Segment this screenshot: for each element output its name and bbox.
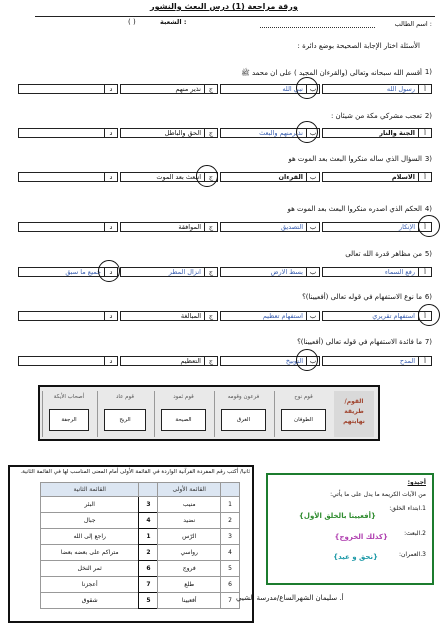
answer-circle	[98, 260, 120, 282]
teacher-signature: أ. سليمان الشهرالساع/مدرسة الشيي	[236, 594, 344, 602]
answer-circle	[296, 77, 318, 99]
question-text: ما فائدة الاستفهام في قوله تعالى (أفعيينا)؟	[297, 338, 422, 346]
class-label: الشعبة :	[160, 18, 187, 26]
match-number[interactable]: 5	[139, 593, 158, 609]
option-c[interactable]: ج الحق والباطل	[120, 128, 218, 138]
option-c[interactable]: ج الموافقة	[120, 222, 218, 232]
evidence-answer[interactable]: {نحق و عيد}	[333, 553, 378, 561]
question-text: أقسم الله سبحانه وتعالى (والقرءان المجيد ) على ان محمد ﷺ	[241, 69, 422, 77]
answer-circle	[418, 304, 440, 326]
option-b[interactable]: ب القرءان	[220, 172, 320, 182]
match-number[interactable]: 1	[139, 529, 158, 545]
table-row: 7 أفعيينا 5 شقوق	[41, 593, 240, 609]
answer-circle	[296, 121, 318, 143]
question-text: السؤال الذي ساله منكروا البعث بعد الموت هو	[288, 155, 422, 163]
option-b[interactable]: ب نبي الله	[220, 84, 320, 94]
question-number: 5)	[424, 250, 432, 258]
option-b[interactable]: ب بسط الارض	[220, 267, 320, 277]
option-c[interactable]: ج التعظيم	[120, 356, 218, 366]
student-name-field[interactable]	[260, 27, 375, 28]
match-number[interactable]: 2	[139, 545, 158, 561]
instructions: الأسئلة اختار الإجابة الصحيحة بوضع دائرة :	[297, 42, 420, 50]
question-number: 2)	[424, 112, 432, 120]
evidence-label: 1.ابتداء الخلق:	[389, 505, 426, 512]
matching-head-first: القائمة الأولى	[158, 483, 221, 497]
option-d[interactable]: د	[18, 311, 118, 321]
answer-circle	[296, 349, 318, 371]
peoples-table	[38, 385, 380, 441]
page-title: ورقة مراجعة (1) درس البعث والنشور	[150, 2, 298, 11]
option-d[interactable]: د	[18, 222, 118, 232]
matching-question: ثانيا/ أكتب رقم المفردة القرآنية الواردة في القائمة الأولى أمام المعنى المناسب لها في القائمة الثانية.	[20, 469, 250, 475]
option-a[interactable]: أ الجنة والنار	[322, 128, 432, 138]
table-row: 4 رواسي 2 متراكم على بعضه بعضا	[41, 545, 240, 561]
table-row: 5 فروج 6 ثمر النخل	[41, 561, 240, 577]
answer-box[interactable]: الريح	[104, 409, 146, 431]
question-text: من مظاهر قدرة الله تعالى	[345, 250, 422, 258]
evidence-title: أجيدو:	[407, 479, 426, 486]
student-name-label: اسم الطالب :	[394, 20, 432, 28]
question-text: الحكم الذي اصدره منكروا البعث بعد الموت هو	[287, 205, 422, 213]
option-c[interactable]: ج انبعث بعد الموت	[120, 172, 218, 182]
matching-head-second: القائمة الثانية	[41, 483, 139, 497]
peoples-column: فرعون وقومه الغرق	[214, 391, 272, 437]
peoples-column: أصحاب الأيكة الرجفة	[42, 391, 95, 437]
header-divider	[35, 16, 435, 17]
answer-box[interactable]: الغرق	[221, 409, 266, 431]
evidence-label: 2.البعث:	[404, 530, 426, 537]
match-number[interactable]: 7	[139, 577, 158, 593]
evidence-label: 3.العمران:	[399, 551, 426, 558]
peoples-column: قوم نوح الطوفان	[274, 391, 332, 437]
option-d[interactable]: د	[18, 84, 118, 94]
table-row: 3 الرّس 1 راجع إلى الله	[41, 529, 240, 545]
option-a[interactable]: أ المدح	[322, 356, 432, 366]
peoples-column: قوم ثمود الصيحة	[154, 391, 212, 437]
option-c[interactable]: ج المبالغة	[120, 311, 218, 321]
question-number: 1)	[424, 68, 432, 76]
option-b[interactable]: ب نذيرمنهم والبعث	[220, 128, 320, 138]
option-b[interactable]: ب استفهام تعظيم	[220, 311, 320, 321]
evidence-box	[266, 473, 434, 585]
option-a[interactable]: أ رسول الله	[322, 84, 432, 94]
question-number: 6)	[424, 293, 432, 301]
option-c[interactable]: ج انزال المطر	[120, 267, 218, 277]
match-number[interactable]: 3	[139, 497, 158, 513]
option-b[interactable]: ب التصديق	[220, 222, 320, 232]
option-a[interactable]: أ الاسلام	[322, 172, 432, 182]
peoples-column: قوم عاد الريح	[97, 391, 152, 437]
question-text: ما نوع الاستفهام في قوله تعالى (أفعيينا)؟	[302, 293, 422, 301]
option-d[interactable]: د	[18, 172, 118, 182]
table-row: 1 منيب 3 البئر	[41, 497, 240, 513]
option-a[interactable]: أ الإنكار	[322, 222, 432, 232]
option-d[interactable]: د جميع ما سبق	[18, 267, 118, 277]
peoples-table-first: القوم/ طريقة نهايتهم	[334, 391, 374, 437]
option-a[interactable]: أ رفع السماء	[322, 267, 432, 277]
table-row: 2 نضيد 4 جبال	[41, 513, 240, 529]
answer-circle	[196, 165, 218, 187]
question-number: 4)	[424, 205, 432, 213]
evidence-answer[interactable]: {أفعيينا بالخلق الأول}	[298, 512, 376, 520]
option-a[interactable]: أ استفهام تقريري	[322, 311, 432, 321]
evidence-answer[interactable]: {كذلك الخروج}	[334, 533, 388, 541]
option-c[interactable]: ج نذير منهم	[120, 84, 218, 94]
evidence-intro: من الآيات الكريمة ما يدل على ما يأتي:	[330, 491, 426, 498]
question-number: 3)	[424, 155, 432, 163]
answer-box[interactable]: الطوفان	[281, 409, 326, 431]
answer-box[interactable]: الصيحة	[161, 409, 206, 431]
question-number: 7)	[424, 338, 432, 346]
match-number[interactable]: 6	[139, 561, 158, 577]
option-d[interactable]: د	[18, 356, 118, 366]
option-b[interactable]: ب التوبيخ	[220, 356, 320, 366]
answer-box[interactable]: الرجفة	[49, 409, 89, 431]
match-number[interactable]: 4	[139, 513, 158, 529]
question-text: تعجب مشركي مكة من شيئان :	[330, 112, 422, 120]
answer-circle	[418, 215, 440, 237]
matching-table	[40, 482, 240, 609]
class-field[interactable]: ( )	[128, 18, 136, 26]
option-d[interactable]: د	[18, 128, 118, 138]
table-row: 6 طلع 7 أعجزنا	[41, 577, 240, 593]
